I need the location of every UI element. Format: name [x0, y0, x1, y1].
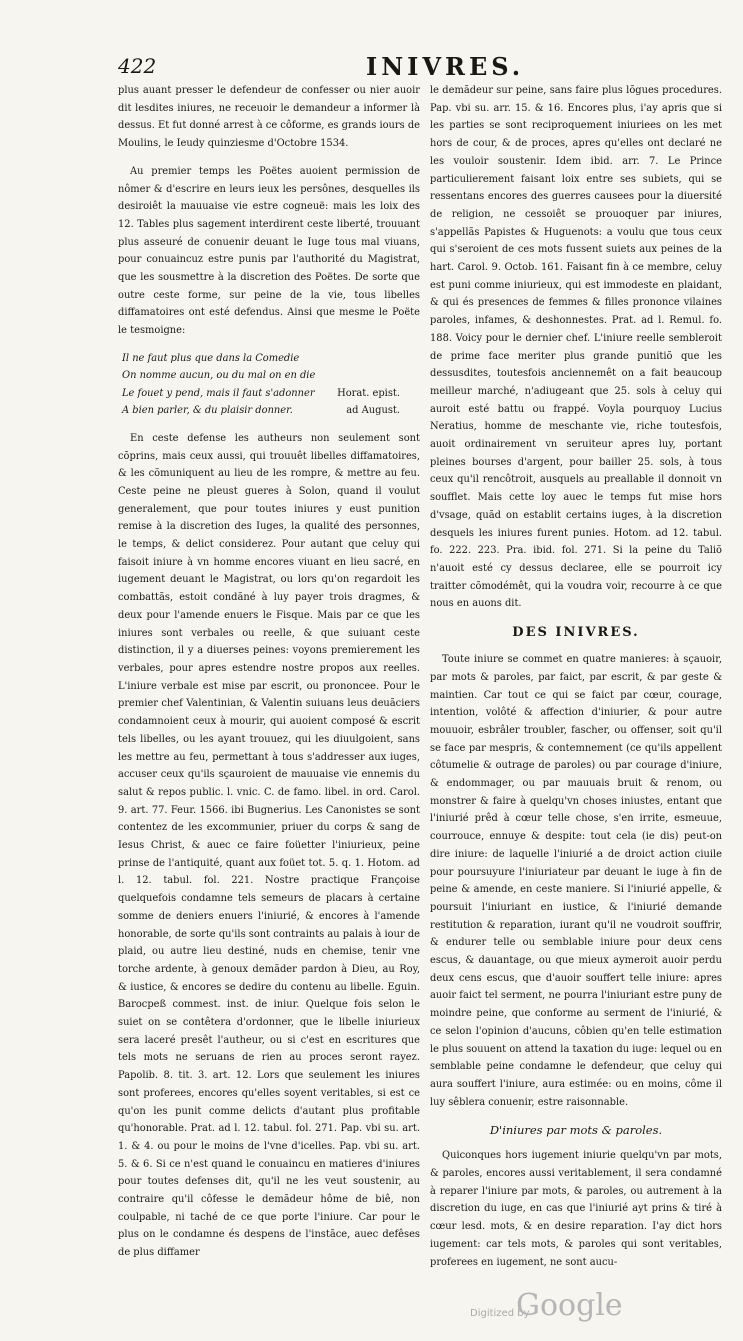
- right-paragraph-2: Toute iniure se commet en quatre manieres: à sçauoir, par mots & paroles, par faict, par escrit, & par geste & maintien. Car tout ce qui se faict par cœur, courage, intention, volôté & affection d'iniurier, & pour autre mouuoir, esbrâler troubler, fascher, ou offenser, soit qu'il se face par mespris, & contemnement (ce qu'ils appellent côtumelie & outrage de paroles) ou par courage d'iniure, & endommager, ou par mauuais bruit & renom, ou monstrer & faire à quelqu'vn choses iniustes, entant que l'iniurié prêd à cœur telle chose, s'en irrite, esmeuue, courrouce, ennuye & despite: tout cela (ie dis) peut-on dire iniure: de laquelle l'iniurié a de droict action ciuile pour poursuyure l'iniuriateur par deuant le iuge à fin de peine & amende, en ceste maniere. Si l'iniurié appelle, & poursuit l'iniuriant en iustice, & l'iniurié demande restitution & reparation, iurant qu'il ne voudroit souffrir, & endurer telle ou semblable iniure pour deux cens escus, & dauantage, ou que mieux aymeroit auoir perdu deux cens escus, que d'auoir souffert telle iniure: apres auoir faict tel serment, ne pourra l'iniuriant estre puny de moindre peine, que conforme au serment de l'iniurié, & ce selon l'opinion d'aucuns, côbien qu'en telle estimation le plus souuent on attend la taxation du iuge: lequel ou en semblable peine condamne le defendeur, que celuy qui aura souffert l'iniure, aura estimée: ou en moins, côme il luy sêblera conuenir, estre raisonnable.: [430, 654, 722, 1108]
- google-watermark: [470, 1288, 640, 1326]
- google-logo: Google: [516, 1288, 623, 1323]
- verse-citation: ad August.: [346, 405, 400, 417]
- page-header: [118, 54, 718, 80]
- verse-line: On nomme aucun, ou du mal on en die: [122, 370, 316, 382]
- right-column: [430, 82, 722, 1271]
- verse-line: A bien parler, & du plaisir donner. ad August.: [118, 402, 420, 420]
- left-paragraph-1: plus auant presser le defendeur de confesser ou nier auoir dit lesdites iniures, ne receuoir le demandeur a informer là dessus. Et fut donné arrest à ce côforme, es grands iours de Moulins, le Ieudy quinziesme d'Octobre 1534.: [118, 85, 421, 150]
- left-paragraph-2: Au premier temps les Poëtes auoient permission de nômer & d'escrire en leurs ieux les persônes, desquelles ils desiroiêt la mauuaise vie estre cogneuë: mais les loix des 12. Tables plus sagement interdirent ceste liberté, trouuant plus asseuré de conuenir deuant le Iuge tous mal viuans, pour conuaincuz estre punis par l'authorité du Magistrat, que les sousmettre à la discretion des Poëtes. De sorte que outre ceste forme, sur peine de la vie, tous libelles diffamatoires ont esté defendus. Ainsi que mesme le Poëte le tesmoigne:: [118, 165, 420, 337]
- horace-verse: [118, 350, 420, 420]
- right-paragraph-1: le demãdeur sur peine, sans faire plus lõgues procedures. Pap. vbi su. arr. 15. & 16. Encores plus, i'ay apris que si les parties se sont reciproquement iniuriees on les met hors de cour, & de proces, apres qu'elles ont declaré ne les vouloir soustenir. Idem ibid. arr. 7. Le Prince particulierement faisant loix entre ses subiets, qui se ressentans encores des guerres causees pour la diuersité de religion, ne cessoiêt se prouoquer par iniures, s'appellãs Papistes & Huguenots: a voulu que tous ceux qui s'seroient de ces mots fussent suiets aux peines de la hart. Carol. 9. Octob. 161. Faisant fin à ce membre, celuy est puni comme iniurieux, qui est immodeste en plaidant, & qui és presences de femmes & filles prononce vilaines paroles, infames, & deshonnestes. Prat. ad l. Remul. fo. 188. Voicy pour le dernier chef. L'iniure reelle sembleroit de prime face meriter plus grande punitiõ que les dessusdites, toutesfois anciennemêt on a fait beaucoup meilleur marché, n'adiugeant que 25. sols à celuy qui auroit esté battu ou frappé. Voyla pourquoy Lucius Neratius, homme de meschante vie, riche toutesfois, auoit ordinairement vn seruiteur apres luy, portant pleines bourses d'argent, pour bailler 25. sols, à tous ceux qu'il rencôtroit, ausquels au preallable il donnoit vn soufflet. Mais cette loy auec le temps fut mise hors d'vsage, quãd on establit certains iuges, à la discretion desquels les iniures furent punies. Hotom. ad 12. tabul. fo. 222. 223. Pra. ibid. fol. 271. Si la peine du Taliõ n'auoit esté cy dessus declaree, elle se pourroit icy traitter cõmodémêt, qui la voudra voir, recourre à ce que nous en auons dit.: [430, 85, 722, 610]
- section-title: DES INIVRES.: [512, 625, 640, 641]
- verse-line: Il ne faut plus que dans la Comedie: [122, 352, 300, 364]
- digitized-by-text: Digitized by: [470, 1308, 530, 1319]
- subheading: D'iniures par mots & paroles.: [489, 1123, 663, 1138]
- right-paragraph-3: Quiconques hors iugement iniurie quelqu'vn par mots, & paroles, encores aussi veritablement, il sera condamné à reparer l'iniure par mots, & paroles, ou autrement à la discretion du iuge, en cas que l'iniurié ayt prins & tiré à cœur lesd. mots, & en desire reparation. I'ay dict hors iugement: car tels mots, & paroles qui sont veritables, proferees en iugement, ne sont aucu-: [430, 1150, 722, 1268]
- verse-line: Le fouet y pend, mais il faut s'adonner Horat. epist.: [118, 385, 420, 403]
- left-paragraph-3: En ceste defense les autheurs non seulement sont cõprins, mais ceux aussi, qui trouuêt libelles diffamatoires, & les cõmuniquent au lieu de les rompre, & mettre au feu. Ceste peine ne pleust gueres à Solon, quand il voulut generalement, que pour toutes iniures y eust punition remise à la discretion des Iuges, la qualité des personnes, le temps, & delict considerez. Pour autant que celuy qui faisoit iniure à vn homme encores viuant en lieu sacré, en iugement deuant le Magistrat, ou lors qu'on regardoit les combattãs, estoit condãné à luy payer trois dragmes, & deux pour l'amende enuers le Fisque. Mais par ce que les iniures sont verbales ou reelle, & que suiuant ceste distinction, il y a diuerses peines: voyons premierement les verbales, pour apres estendre nostre propos aux reelles. L'iniure verbale est mise par escrit, ou prononcee. Pour le premier chef Valentinian, & Valentin suiuans leus deuãciers condamnoient ceux à mourir, qui auoient composé & escrit tels libelles, ou les ayant trouuez, qui les diuulgoient, sans les mettre au feu, permettant à tous s'addresser aux iuges, accuser ceux qu'ils sçauroient de mauuaise vie ennemis du salut & repos public. l. vnic. C. de famo. libel. in ord. Carol. 9. art. 77. Feur. 1566. ibi Bugnerius. Les Canonistes se sont contentez de les excommunier, priuer du corps & sang de Iesus Christ, & auec ce faire foüetter l'iniurieux, peine prinse de l'antiquité, quant aux foüet tot. 5. q. 1. Hotom. ad l. 12. tabul. fol. 221. Nostre practique Françoise quelquefois condamne tels semeurs de placars à certaine somme de deniers enuers l'iniurié, & encores à l'amende honorable, de sorte qu'ils sont contraints au palais à iour de plaid, ou autre lieu destiné, nuds en chemise, tenir vne torche ardente, à genoux demãder pardon à Dieu, au Roy, & iustice, & encores se dedire du contenu au libelle. Eguin. Barocpeß commest. inst. de iniur. Quelque fois selon le suiet on se contêtera d'ordonner, que le libelle iniurieux sera laceré presêt l'autheur, ou si c'est en escritures que tels mots ne seruans de rien au proces seront rayez. Papolib. 8. tit. 3. art. 12. Lors que seulement les iniures sont proferees, encores qu'elles soyent veritables, si est ce qu'on les punit comme delicts d'autant plus profitable qu'honorable. Prat. ad l. 12. tabul. fol. 271. Pap. vbi su. art. 1. & 4. ou pour le moins de l'vne d'icelles. Pap. vbi su. art. 5. & 6. Si ce n'est quand le conuaincu en matieres d'iniures pour toutes defenses dit, qu'il ne les veut soustenir, au contraire qu'il côfesse le demãdeur hôme de biê, non coulpable, ni taché de ce que porte l'iniure. Car pour le plus on le condamne és despens de l'instãce, auec defêses de plus diffamer: [118, 432, 420, 1259]
- verse-citation: Horat. epist.: [337, 387, 400, 399]
- running-title: INIVRES.: [366, 52, 525, 81]
- left-column: [118, 82, 420, 1262]
- page-number: 422: [118, 54, 157, 78]
